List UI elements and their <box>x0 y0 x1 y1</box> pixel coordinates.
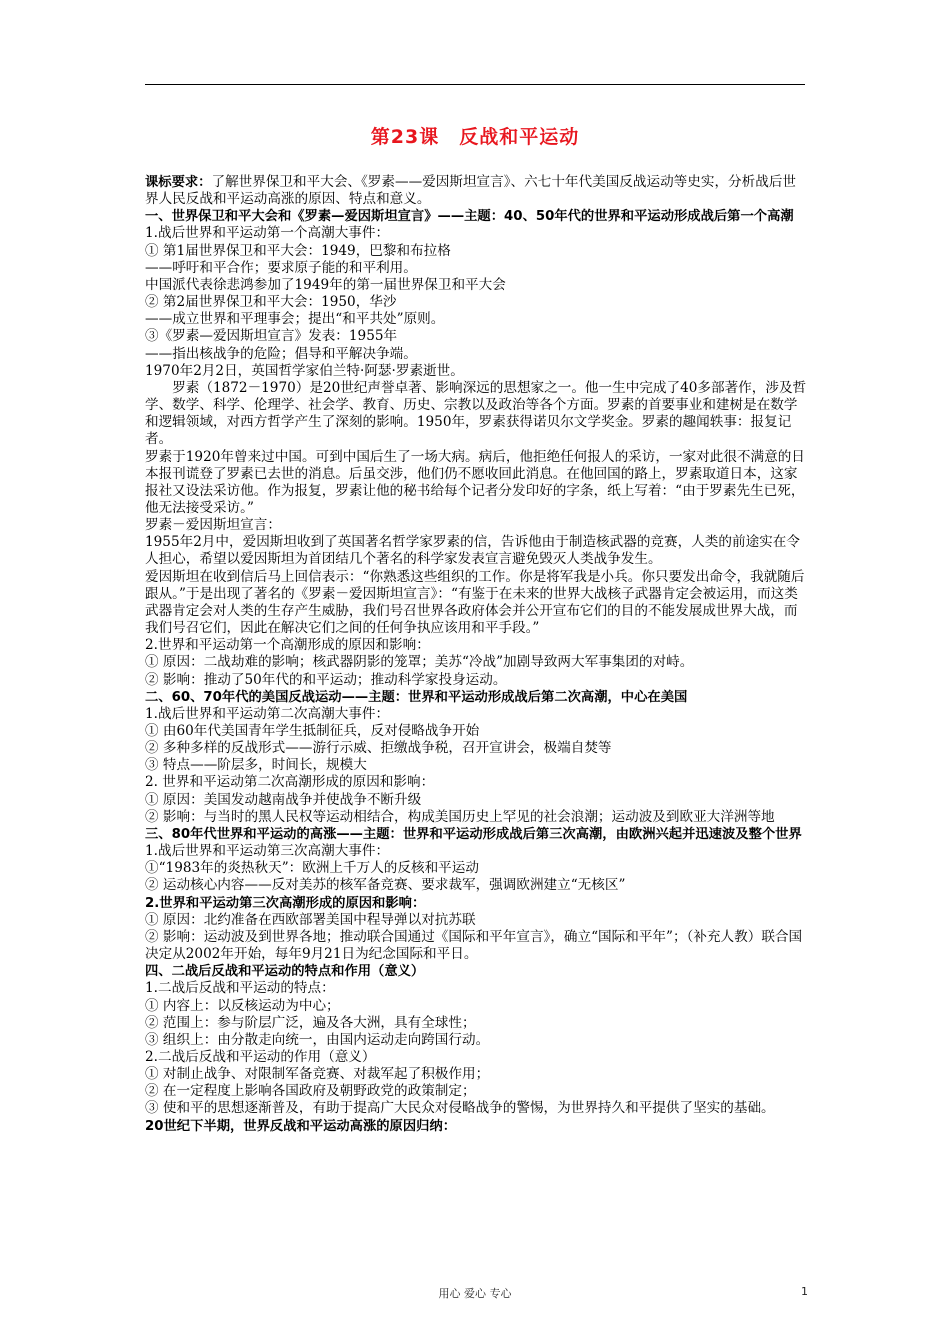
body-paragraph: 1.战后世界和平运动第三次高潮大事件： <box>145 843 390 860</box>
body-paragraph: ③ 特点——阶层多，时间长，规模大 <box>145 757 367 774</box>
requirement-text: 了解世界保卫和平大会、《罗素——爱因斯坦宣言》、六七十年代美国反战运动等史实，分析战后世界人民反战和平运动高涨的原因、特点和意义。 <box>145 174 797 208</box>
header-rule <box>145 84 805 85</box>
body-paragraph: ③《罗素—爱因斯坦宣言》发表：1955年 <box>145 328 398 345</box>
body-paragraph: ① 由60年代美国青年学生抵制征兵，反对侵略战争开始 <box>145 723 480 739</box>
requirement-paragraph <box>145 174 809 208</box>
page-number: 1 <box>801 1285 808 1298</box>
body-paragraph: ② 第2届世界保卫和平大会：1950，华沙 <box>145 294 397 311</box>
section-heading: 20世纪下半期，世界反战和平运动高涨的原因归纳： <box>145 1118 457 1134</box>
body-paragraph: ——成立世界和平理事会；提出“和平共处”原则。 <box>145 311 445 328</box>
section-heading: 2.世界和平运动第三次高潮形成的原因和影响： <box>145 895 426 911</box>
body-paragraph: ② 运动核心内容——反对美苏的核军备竞赛、要求裁军，强调欧洲建立“无核区” <box>145 877 626 894</box>
body-paragraph: 1.二战后反战和平运动的特点： <box>145 980 335 997</box>
body-paragraph: 罗素－爱因斯坦宣言： <box>145 517 281 534</box>
body-paragraph: ① 第1届世界保卫和平大会：1949，巴黎和布拉格 <box>145 242 451 259</box>
document-body <box>145 174 809 1135</box>
body-paragraph: 1970年2月2日，英国哲学家伯兰特·阿瑟·罗素逝世。 <box>145 362 464 379</box>
body-paragraph: 罗素于1920年曾来过中国。可到中国后生了一场大病。病后，他拒绝任何报人的采访，一家对此很不满意的日本报刊谎登了罗素已去世的消息。后虽交涉，他们仍不愿收回此消息。在他回国的路上，罗素取道日本，这家报社又设法采访他。作为报复，罗素让他的秘书给每个记者分发印好的字条，纸上写着：“由于罗素先生已死，他无法接受采访。” <box>145 448 805 516</box>
body-paragraph: 2.世界和平运动第一个高潮形成的原因和影响： <box>145 637 430 654</box>
body-paragraph: ② 在一定程度上影响各国政府及朝野政党的政策制定； <box>145 1083 476 1100</box>
body-paragraph: ② 多种多样的反战形式——游行示威、拒缴战争税，召开宣讲会，极端自焚等 <box>145 740 612 757</box>
footer-text: 用心 爱心 专心 <box>438 1287 512 1300</box>
body-paragraph: ① 原因：美国发动越南战争并使战争不断升级 <box>145 791 422 808</box>
body-paragraph: 2.二战后反战和平运动的作用（意义） <box>145 1048 376 1065</box>
body-paragraph: 2. 世界和平运动第二次高潮形成的原因和影响： <box>145 774 435 791</box>
page-title: 第23课 反战和平运动 <box>370 126 580 148</box>
section-heading: 二、60、70年代的美国反战运动——主题：世界和平运动形成战后第二次高潮，中心在美国 <box>145 689 688 705</box>
body-paragraph: ① 对制止战争、对限制军备竞赛、对裁军起了积极作用； <box>145 1066 490 1083</box>
body-paragraph: ① 内容上：以反核运动为中心； <box>145 997 340 1014</box>
body-paragraph: 1.战后世界和平运动第二次高潮大事件： <box>145 705 390 722</box>
body-paragraph: 罗素（1872－1970）是20世纪声誉卓著、影响深远的思想家之一。他一生中完成了40多部著作，涉及哲学、数学、科学、伦理学、社会学、教育、历史、宗教以及政治等各个方面。罗素的首要事业和建树是在数学和逻辑领域，对西方哲学产生了深刻的影响。1950年，罗素获得诺贝尔文学奖金。罗素的趣闻轶事：报复记者。 <box>145 379 807 448</box>
section-heading: 三、80年代世界和平运动的高涨——主题：世界和平运动形成战后第三次高潮，由欧洲兴起并迅速波及整个世界 <box>145 826 802 842</box>
body-paragraph: ——呼吁和平合作；要求原子能的和平利用。 <box>145 259 417 276</box>
section-heading: 一、世界保卫和平大会和《罗素—爱因斯坦宣言》——主题：40、50年代的世界和平运动形成战后第一个高潮 <box>145 209 794 225</box>
body-paragraph: ——指出核战争的危险；倡导和平解决争端。 <box>145 345 417 362</box>
body-paragraph: ①“1983年的炎热秋天”：欧洲上千万人的反核和平运动 <box>145 860 479 877</box>
body-paragraph: ① 原因：北约准备在西欧部署美国中程导弹以对抗苏联 <box>145 911 476 928</box>
body-paragraph: 1955年2月中，爱因斯坦收到了英国著名哲学家罗素的信，告诉他由于制造核武器的竞赛，人类的前途实在令人担心，希望以爱因斯坦为首团结几个著名的科学家发表宣言避免毁灭人类战争发生。 <box>145 534 800 568</box>
body-paragraph: ② 影响：与当时的黑人民权等运动相结合，构成美国历史上罕见的社会浪潮；运动波及到欧亚大洋洲等地 <box>145 808 775 825</box>
body-paragraph: 1.战后世界和平运动第一个高潮大事件： <box>145 225 390 242</box>
body-paragraph: 爱因斯坦在收到信后马上回信表示：“你熟悉这些组织的工作。你是将军我是小兵。你只要发出命令，我就随后跟从。”于是出现了著名的《罗素－爱因斯坦宣言》：“有鉴于在未来的世界大战核子武器肯定会被运用，而这类武器肯定会对人类的生存产生威胁，我们号召世界各政府体会并公开宣布它们的目的不能发展成世界大战，而我们号召它们，因此在解决它们之间的任何争执应该用和平手段。” <box>145 568 805 637</box>
body-paragraph: ③ 组织上：由分散走向统一，由国内运动走向跨国行动。 <box>145 1031 490 1048</box>
body-paragraph: ① 原因：二战劫难的影响；核武器阴影的笼罩；美苏“冷战”加剧导致两大军事集团的对峙。 <box>145 654 694 671</box>
body-paragraph: ② 范围上：参与阶层广泛，遍及各大洲，具有全球性； <box>145 1014 476 1031</box>
body-paragraph: ② 影响：运动波及到世界各地；推动联合国通过《国际和平年宣言》，确立“国际和平年”；（补充人教）联合国决定从2002年开始，每年9月21日为纪念国际和平日。 <box>145 928 803 963</box>
section-heading: 四、二战后反战和平运动的特点和作用（意义） <box>145 964 425 980</box>
body-paragraph: ③ 使和平的思想逐渐普及，有助于提高广大民众对侵略战争的警惕，为世界持久和平提供了坚实的基础。 <box>145 1100 775 1117</box>
body-paragraph: 中国派代表徐悲鸿参加了1949年的第一届世界保卫和平大会 <box>145 276 506 293</box>
requirement-label: 课标要求： <box>145 175 212 190</box>
body-paragraph: ② 影响：推动了50年代的和平运动；推动科学家投身运动。 <box>145 671 507 688</box>
